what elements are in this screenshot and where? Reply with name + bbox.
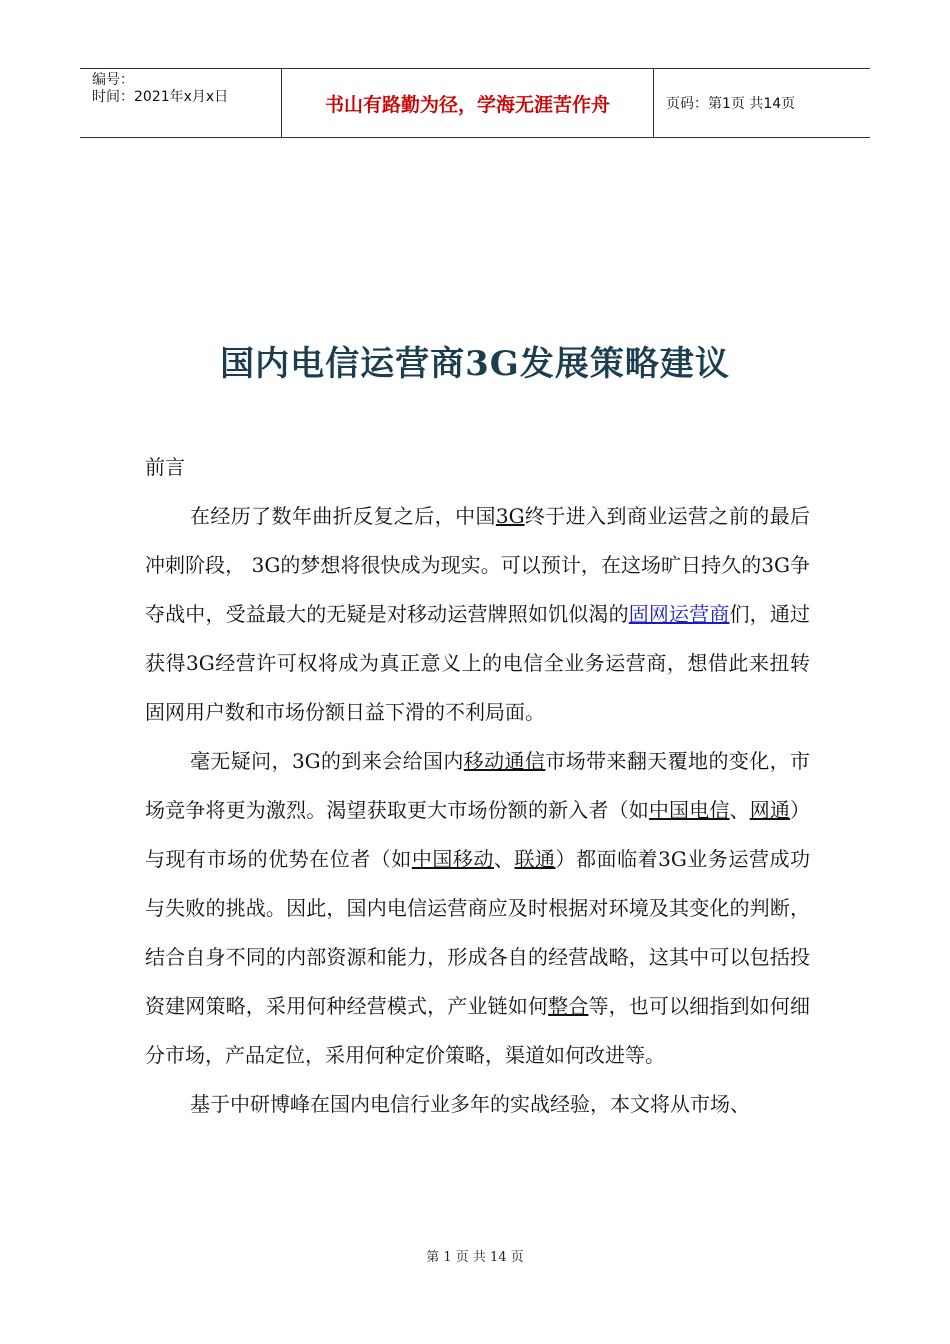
header-meta <box>80 69 282 137</box>
p2-text-f: ）都面临着3G业务运营成功与失败的挑战。因此，国内电信运营商应及时根据对环境及其变化的判断，结合自身不同的内部资源和能力，形成各自的经营战略，这其中可以包括投资建网策略，采用何种经营模式，产业链如何 <box>145 847 811 1018</box>
number-label: 编号： <box>92 72 134 88</box>
p1-text-c: 们，通过获得3G经营许可权将成为真正意义上的电信全业务运营商，想借此来扭转固网用户数和市场份额日益下滑的不利局面。 <box>145 602 810 724</box>
preface-heading: 前言 <box>145 455 185 479</box>
time-label: 时间：2021年x月x日 <box>92 89 229 105</box>
header-motto: 书山有路勤为径，学海无涯苦作舟 <box>282 69 654 137</box>
paragraph-2 <box>145 737 810 1080</box>
page-header <box>80 68 870 138</box>
page-footer: 第 1 页 共 14 页 <box>426 1250 524 1265</box>
link-fixed-operator[interactable]: 固网运营商 <box>628 602 730 626</box>
link-3g[interactable]: 3G <box>495 504 525 528</box>
paragraph-3: 基于中研博峰在国内电信行业多年的实战经验，本文将从市场、 <box>190 1092 750 1116</box>
paragraph-1 <box>145 492 810 737</box>
p1-text-a: 在经历了数年曲折反复之后，中国 <box>190 504 496 528</box>
p2-text-d: ）与现有市场的优势在位者（如 <box>145 798 810 871</box>
link-mobile-comm[interactable]: 移动通信 <box>463 749 546 773</box>
p2-text-e: 、 <box>493 847 515 871</box>
p2-text-g: 等，也可以细指到如何细分市场，产品定位，采用何种定价策略，渠道如何改进等。 <box>145 994 810 1067</box>
link-china-telecom[interactable]: 中国电信 <box>648 798 730 822</box>
link-china-mobile[interactable]: 中国移动 <box>411 847 494 871</box>
link-netcom[interactable]: 网通 <box>749 798 790 822</box>
link-unicom[interactable]: 联通 <box>514 847 556 871</box>
link-integrate[interactable]: 整合 <box>548 994 589 1018</box>
p2-text-b: 市场带来翻天覆地的变化，市场竞争将更为激烈。渴望获取更大市场份额的新入者（如 <box>145 749 811 822</box>
p1-text-b: 终于进入到商业运营之前的最后冲刺阶段， 3G的梦想将很快成为现实。可以预计，在这场旷日持久的3G争夺战中，受益最大的无疑是对移动运营牌照如饥似渴的 <box>145 504 811 626</box>
p2-text-c: 、 <box>729 798 750 822</box>
document-body <box>145 443 810 1129</box>
header-page-info: 页码：第1页 共14页 <box>666 96 796 112</box>
p2-text-a: 毫无疑问，3G的到来会给国内 <box>190 749 464 773</box>
document-title: 国内电信运营商3G发展策略建议 <box>220 344 730 384</box>
